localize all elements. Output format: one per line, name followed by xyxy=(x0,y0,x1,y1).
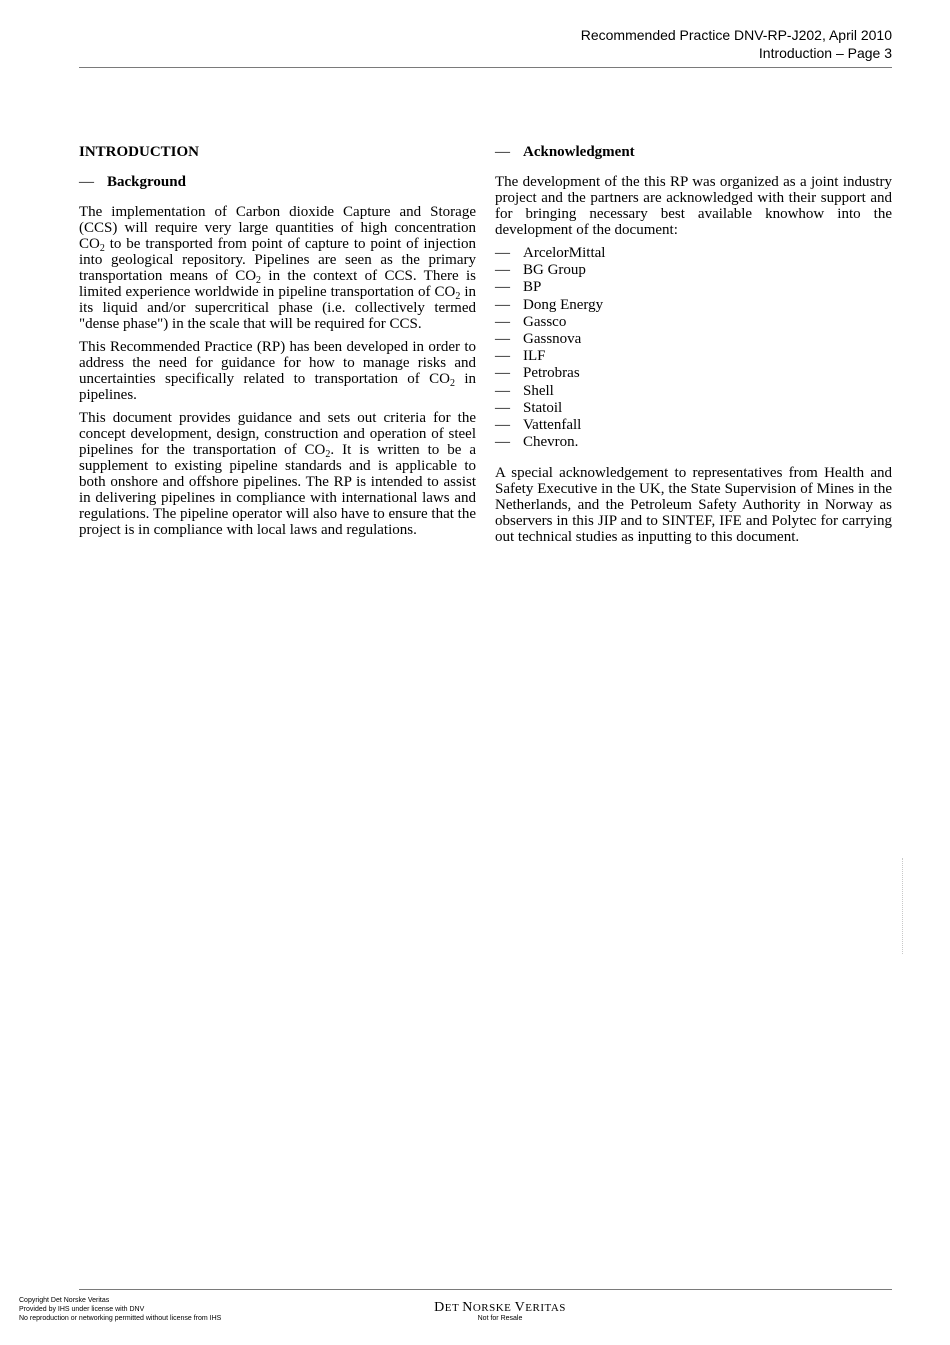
list-item: — ArcelorMittal xyxy=(495,245,606,261)
background-paragraph-3: This document provides guidance and sets out criteria for the concept development, design, construction and operation of steel pipelines for the transportation of $CO_2$. It is written to be a supplement to existing pipeline standards and is applicable to both onshore and offshore pipelines. The RP is intended to assist in delivering pipelines in compliance with international laws and regulations. The pipeline operator will also have to ensure that the project is in compliance with local laws and regulations. xyxy=(79,410,476,538)
header-section-page: Introduction – Page 3 xyxy=(758,45,892,61)
acknowledgment-closing: A special acknowledgement to representatives from Health and Safety Executive in the UK, the State Supervision of Mines in the Netherlands, and the Petroleum Safety Authority in Norway as observers in this JIP and to SINTEF, IFE and Polytec for carrying out technical studies as inputting to this document. xyxy=(495,465,892,546)
right-column xyxy=(495,144,892,552)
acknowledgment-heading xyxy=(495,144,892,161)
list-item: — Gassnova xyxy=(495,331,582,348)
list-item: — Shell xyxy=(495,382,554,399)
list-item: — Chevron. xyxy=(495,434,579,451)
background-label: Background xyxy=(107,174,186,190)
left-column xyxy=(79,144,476,545)
dnv-brand-name: DET NORSKE VERITAS xyxy=(434,1300,566,1315)
heading-dash: — xyxy=(79,174,94,190)
header-document-title: Recommended Practice DNV-RP-J202, April 2010 xyxy=(580,27,892,43)
list-item: — ILF xyxy=(495,348,546,365)
acknowledgment-label: Acknowledgment xyxy=(523,144,635,160)
footer-rule xyxy=(79,1289,892,1290)
list-item: — Gassco xyxy=(495,313,567,330)
background-paragraph-1: The implementation of Carbon dioxide Capture and Storage (CCS) will require very large quantities of high concentration $CO_2$ to be transported from point of capture to point of injection into geological repository. Pipelines are seen as the primary transportation means of $CO_2$ in the context of CCS. There is limited experience worldwide in pipeline transportation of $CO_2$ in its liquid and/or supercritical phase (i.e. collectively termed "dense phase") in the scale that will be required for CCS. xyxy=(79,204,476,332)
section-title: INTRODUCTION xyxy=(79,144,200,160)
margin-marks xyxy=(902,858,909,954)
list-item: — Dong Energy xyxy=(495,296,604,313)
copyright-notice: Copyright Det Norske Veritas Provided by IHS under license with DNV No reproduction or networking permitted without license from IHS xyxy=(19,1297,222,1322)
list-item: — BP xyxy=(495,279,542,296)
partner-list xyxy=(495,245,892,451)
heading-dash: — xyxy=(495,144,510,160)
background-heading xyxy=(79,174,476,191)
header-rule xyxy=(79,67,892,68)
list-item: — Statoil xyxy=(495,399,563,416)
acknowledgment-intro: The development of the this RP was organized as a joint industry project and the partners are acknowledged with their support and for bringing necessary best available knowhow into the development of the document: xyxy=(495,174,892,238)
list-item: — BG Group xyxy=(495,262,586,279)
not-for-resale: Not for Resale xyxy=(477,1315,523,1322)
list-item: — Petrobras xyxy=(495,365,580,382)
list-item: — Vattenfall xyxy=(495,417,582,434)
background-paragraph-2: This Recommended Practice (RP) has been developed in order to address the need for guidance for how to manage risks and uncertainties specifically related to transportation of $CO_2$ in pipelines. xyxy=(79,339,477,403)
page-header xyxy=(79,26,892,62)
